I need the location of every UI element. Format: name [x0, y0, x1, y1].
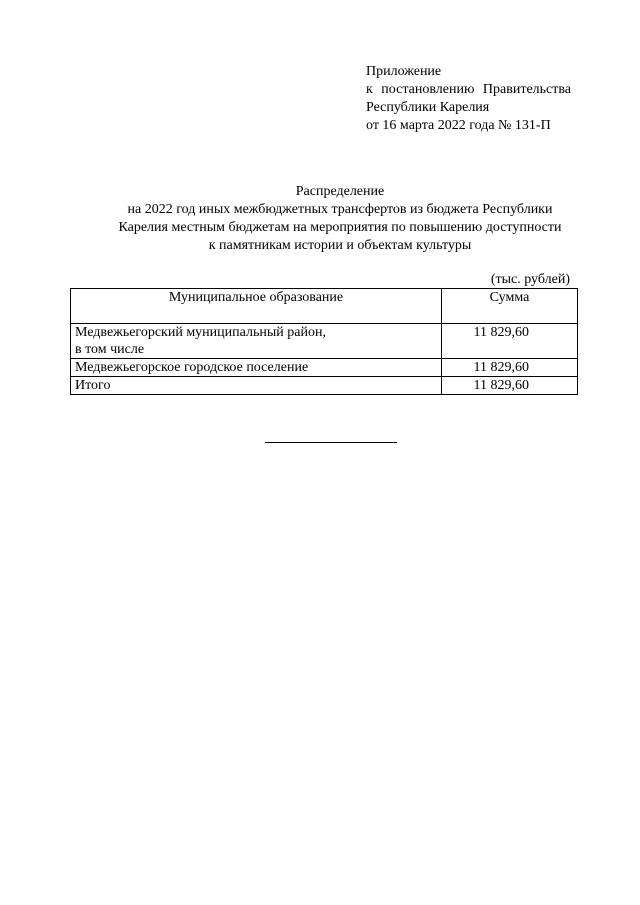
row-name-cell [71, 324, 442, 359]
row-name: Медвежьегорский муниципальный район, [75, 325, 326, 340]
row-name: Медвежьегорское городское поселение [71, 359, 442, 377]
document-title [60, 183, 620, 255]
table-header-row [71, 289, 578, 324]
title-line-2: на 2022 год иных межбюджетных трансфертов из бюджета Республики [127, 202, 553, 217]
appendix-line-4: от 16 марта 2022 года № 131-П [366, 118, 551, 133]
header-sum: Сумма [442, 289, 578, 324]
row-name-note: в том числе [75, 342, 145, 357]
units-label: (тыс. рублей) [490, 272, 570, 287]
table-row-total [71, 377, 578, 395]
title-line-3: Карелия местным бюджетам на мероприятия по повышению доступности [118, 220, 562, 235]
row-sum: 11 829,60 [442, 359, 578, 377]
appendix-line-2: к постановлению Правительства [366, 82, 572, 97]
title-line-1: Распределение [295, 184, 385, 199]
row-sum: 11 829,60 [442, 324, 578, 359]
distribution-table [70, 288, 578, 395]
total-sum: 11 829,60 [442, 377, 578, 395]
appendix-block [366, 63, 571, 135]
total-label: Итого [71, 377, 442, 395]
closing-divider-line [265, 442, 397, 443]
appendix-line-3: Республики Карелия [366, 100, 490, 115]
table-row [71, 359, 578, 377]
appendix-line-1: Приложение [366, 64, 442, 79]
title-line-4: к памятникам истории и объектам культуры [208, 238, 472, 253]
table-row [71, 324, 578, 359]
header-municipality: Муниципальное образование [71, 289, 442, 324]
